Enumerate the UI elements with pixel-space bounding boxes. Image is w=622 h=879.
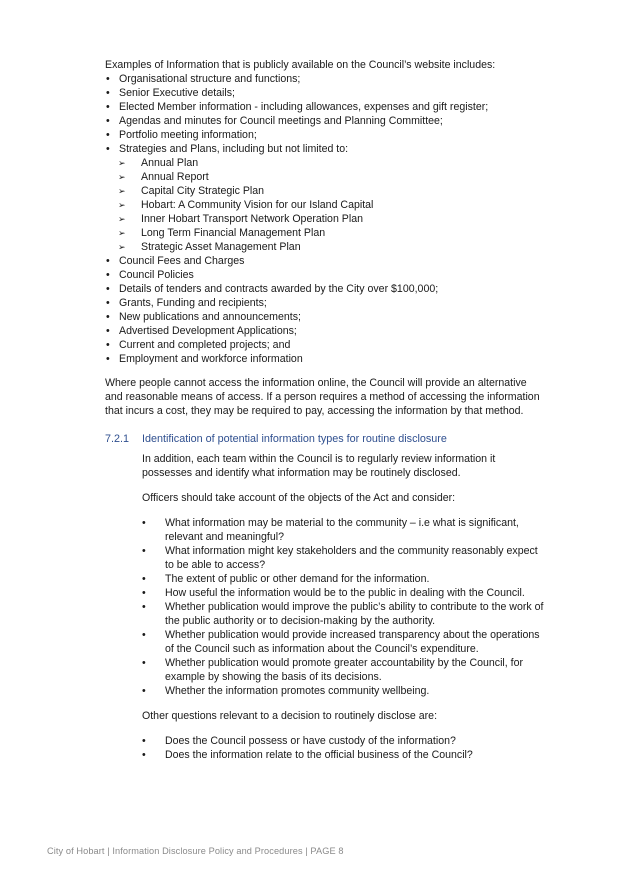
consideration-item: • What information might key stakeholders and the community reasonably expect to be able to access? <box>142 544 545 572</box>
considerations-list <box>142 516 545 698</box>
sub-list-item: ➢ Inner Hobart Transport Network Operation Plan <box>105 212 545 226</box>
section-paragraph-1: In addition, each team within the Council is to regularly review information it possesses and identify what information may be routinely disclosed. <box>142 453 496 479</box>
sub-list-item: ➢ Capital City Strategic Plan <box>105 184 545 198</box>
list-item: • Agendas and minutes for Council meetings and Planning Committee; <box>105 114 545 128</box>
sub-list-item: ➢ Hobart: A Community Vision for our Island Capital <box>105 198 545 212</box>
consideration-item: • Whether publication would improve the public’s ability to contribute to the work of the public authority or to decision-making by the authority. <box>142 600 545 628</box>
list-item: • Council Policies <box>105 268 545 282</box>
sub-list-item: ➢ Long Term Financial Management Plan <box>105 226 545 240</box>
sub-list-item: ➢ Annual Plan <box>105 156 545 170</box>
intro-paragraph: Examples of Information that is publicly available on the Council’s website includes: <box>105 59 496 71</box>
list-item: • Council Fees and Charges <box>105 254 545 268</box>
list-item: • Organisational structure and functions; <box>105 72 545 86</box>
list-item: • Grants, Funding and recipients; <box>105 296 545 310</box>
list-item: • Current and completed projects; and <box>105 338 545 352</box>
consideration-item: • The extent of public or other demand for the information. <box>142 572 545 586</box>
list-item: • Elected Member information - including allowances, expenses and gift register; <box>105 100 545 114</box>
section-heading <box>105 432 545 446</box>
page-content <box>105 58 545 762</box>
consideration-item: • Whether publication would promote greater accountability by the Council, for example by showing the basis of its decisions. <box>142 656 545 684</box>
question-item: • Does the Council possess or have custody of the information? <box>142 734 545 748</box>
section-paragraph-2: Officers should take account of the objects of the Act and consider: <box>142 492 456 504</box>
sub-list-item: ➢ Strategic Asset Management Plan <box>105 240 545 254</box>
question-item: • Does the information relate to the official business of the Council? <box>142 748 545 762</box>
section-body <box>142 452 545 762</box>
questions-list <box>142 734 545 762</box>
access-paragraph: Where people cannot access the information online, the Council will provide an alternative and reasonable means of access. If a person requires a method of accessing the information that incurs a cost, they may be required to pay, accessing the information by that method. <box>105 377 540 417</box>
strategies-sublist <box>105 156 545 254</box>
list-item: • Employment and workforce information <box>105 352 545 366</box>
list-item: • Strategies and Plans, including but not limited to: <box>105 142 545 156</box>
list-item: • New publications and announcements; <box>105 310 545 324</box>
consideration-item: • Whether publication would provide increased transparency about the operations of the Council such as information about the Council’s expenditure. <box>142 628 545 656</box>
consideration-item: • Whether the information promotes community wellbeing. <box>142 684 545 698</box>
consideration-item: • How useful the information would be to the public in dealing with the Council. <box>142 586 545 600</box>
list-item: • Advertised Development Applications; <box>105 324 545 338</box>
sub-list-item: ➢ Annual Report <box>105 170 545 184</box>
section-paragraph-3: Other questions relevant to a decision to routinely disclose are: <box>142 710 438 722</box>
published-info-list-continued <box>105 254 545 366</box>
published-info-list <box>105 72 545 156</box>
section-title: Identification of potential information types for routine disclosure <box>142 433 447 445</box>
page-footer: City of Hobart | Information Disclosure Policy and Procedures | PAGE 8 <box>47 846 344 856</box>
list-item: • Details of tenders and contracts awarded by the City over $100,000; <box>105 282 545 296</box>
list-item: • Senior Executive details; <box>105 86 545 100</box>
section-number: 7.2.1 <box>105 433 130 445</box>
list-item: • Portfolio meeting information; <box>105 128 545 142</box>
consideration-item: • What information may be material to the community – i.e what is significant, relevant and meaningful? <box>142 516 545 544</box>
